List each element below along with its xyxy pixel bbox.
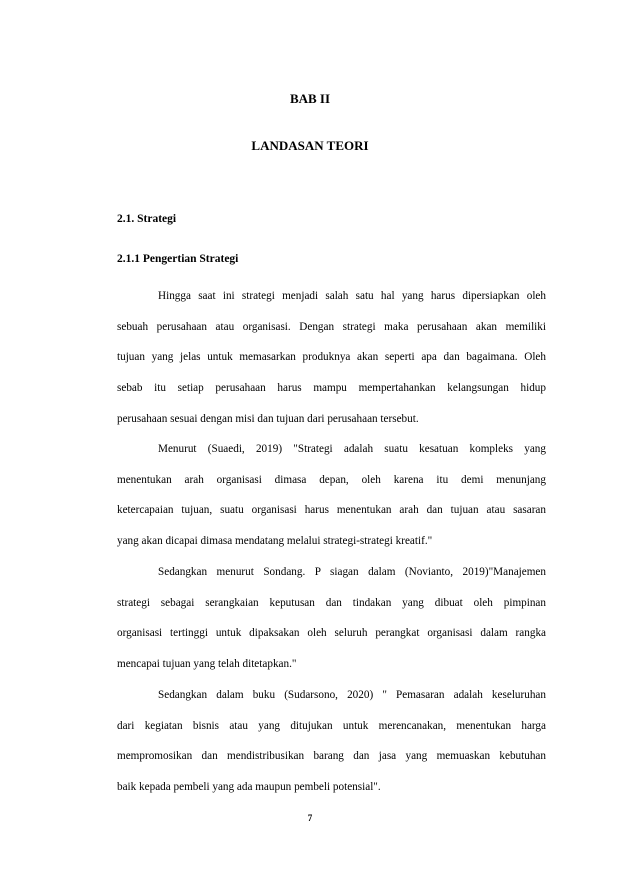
paragraph-line: ketercapaian tujuan, suatu organisasi harus menentukan arah dan tujuan atau sasaran bbox=[117, 504, 546, 517]
paragraph-4 bbox=[117, 689, 546, 812]
paragraph-line: mencapai tujuan yang telah ditetapkan." bbox=[117, 658, 297, 671]
paragraph-line: sebab itu setiap perusahaan harus mampu mempertahankan kelangsungan hidup bbox=[117, 382, 546, 395]
paragraph-1 bbox=[117, 290, 546, 443]
page-number: 7 bbox=[307, 813, 313, 823]
paragraph-line: yang akan dicapai dimasa mendatang melalui strategi-strategi kreatif." bbox=[117, 535, 433, 548]
paragraph-line: dari kegiatan bisnis atau yang ditujukan untuk merencanakan, menentukan harga bbox=[117, 719, 546, 732]
paragraph-line: perusahaan sesuai dengan misi dan tujuan dari perusahaan tersebut. bbox=[117, 412, 419, 425]
paragraph-line: Sedangkan dalam buku (Sudarsono, 2020) " Pemasaran adalah keseluruhan bbox=[158, 689, 546, 701]
paragraph-2 bbox=[117, 443, 546, 566]
paragraph-line: sebuah perusahaan atau organisasi. Dengan strategi maka perusahaan akan memiliki bbox=[117, 320, 546, 333]
chapter-title: LANDASAN TEORI bbox=[251, 138, 369, 153]
paragraph-line: baik kepada pembeli yang ada maupun pembeli potensial". bbox=[117, 781, 381, 794]
paragraph-line: tujuan yang jelas untuk memasarkan produknya akan seperti apa dan bagaimana. Oleh bbox=[117, 351, 546, 364]
paragraph-line: strategi sebagai serangkaian keputusan dan tindakan yang dibuat oleh pimpinan bbox=[117, 596, 546, 609]
paragraph-line: Menurut (Suaedi, 2019) "Strategi adalah suatu kesatuan kompleks yang bbox=[158, 443, 546, 455]
section-heading: 2.1. Strategi bbox=[117, 213, 177, 225]
chapter-number: BAB II bbox=[289, 91, 331, 106]
paragraph-line: Sedangkan menurut Sondang. P siagan dalam (Novianto, 2019)"Manajemen bbox=[158, 566, 546, 578]
paragraph-line: mempromosikan dan mendistribusikan barang dan jasa yang memuaskan kebutuhan bbox=[117, 750, 546, 763]
subsection-heading: 2.1.1 Pengertian Strategi bbox=[117, 253, 239, 265]
paragraph-line: menentukan arah organisasi dimasa depan, oleh karena itu demi menunjang bbox=[117, 473, 546, 486]
paragraph-3 bbox=[117, 566, 546, 689]
paragraph-line: organisasi tertinggi untuk dipaksakan oleh seluruh perangkat organisasi dalam rangka bbox=[117, 627, 546, 640]
paragraph-line: Hingga saat ini strategi menjadi salah satu hal yang harus dipersiapkan oleh bbox=[158, 290, 546, 302]
